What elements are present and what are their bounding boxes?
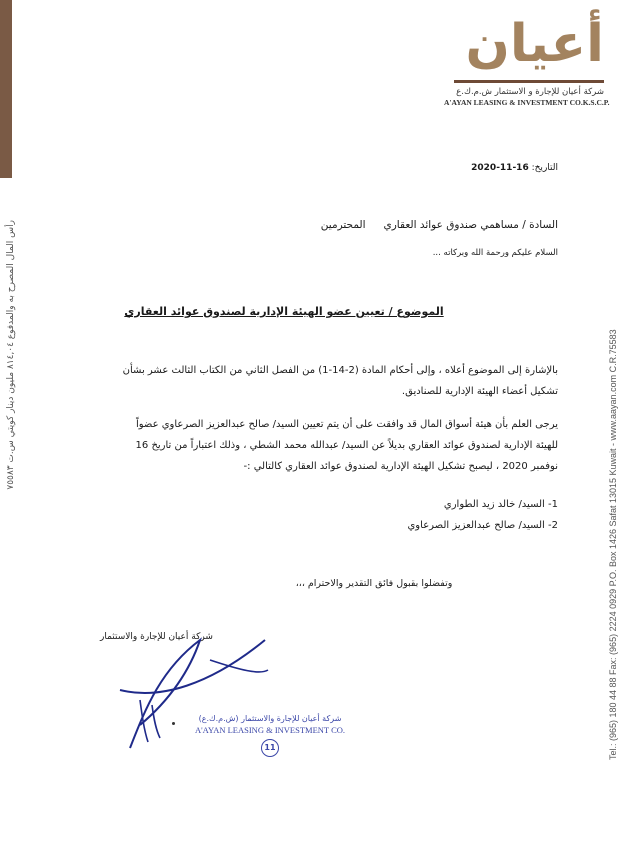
letter-date — [471, 163, 558, 173]
company-name-arabic: شركة أعيان للإجارة و الاستثمار ش.م.ك.ع — [456, 87, 604, 97]
list-item: 1- السيد/ خالد زيد الطواري — [443, 499, 558, 510]
capital-side-text: رأس المال المصرح به والمدفوع ٨١٤,٠٤ مليون دينار كويتي س.ت ٧٥٥٨٣ — [6, 220, 16, 490]
member-list — [407, 494, 558, 536]
list-item: 2- السيد/ صالح عبدالعزيز الصرعاوي — [407, 520, 558, 531]
greeting: السلام عليكم ورحمة الله وبركاته ... — [432, 248, 558, 258]
contact-side-text: Tel.: (965) 180 44 88 Fax: (965) 2224 0929 P.O. Box 1426 Safat 13015 Kuwait - www.aayan.com C.R.75583 — [608, 329, 618, 760]
addressee-line — [321, 219, 558, 231]
addressee: السادة / مساهمي صندوق عوائد العقاري — [383, 219, 558, 231]
stamp-number: 11 — [261, 739, 279, 757]
letterhead-side-band — [0, 0, 12, 178]
closing-line — [0, 578, 628, 589]
stamp-text-arabic: شركة أعيان للإجارة والاستثمار (ش.م.ك.ع) — [198, 714, 342, 723]
company-name-english: A'AYAN LEASING & INVESTMENT CO.K.S.C.P. — [444, 98, 610, 107]
logo-rule — [454, 80, 604, 83]
logo-wordmark: أعيان — [465, 14, 604, 74]
stamp-text-english: A'AYAN LEASING & INVESTMENT CO. — [194, 725, 346, 735]
company-stamp — [190, 714, 350, 757]
date-value: 2020-11-16 — [471, 163, 529, 173]
paragraph-reference: بالإشارة إلى الموضوع أعلاه ، وإلى أحكام المادة (2-14-1) من الفصل الثاني من الكتاب الثالث عشر بشأن تشكيل أعضاء الهيئة الإدارية للصناديق. — [122, 365, 558, 397]
addressee-title: المحترمين — [320, 219, 366, 231]
subject-text: الموضوع / تعيين عضو الهيئة الإدارية لصندوق عوائد العقاري — [124, 305, 444, 318]
closing-text: وتفضلوا بقبول فائق التقدير والاحترام ،،، — [295, 578, 453, 589]
subject-line — [0, 305, 628, 318]
paragraph-appointment: يرجى العلم بأن هيئة أسواق المال قد وافقت على أن يتم تعيين السيد/ صالح عبدالعزيز الصرعاوي عضواً للهيئة الإدارية لصندوق عوائد العقاري بديلاً عن السيد/ عبدالله محمد الشطي ، وذلك اعتباراً من تاريخ 16 نوفمبر 2020 ، ليصبح تشكيل الهيئة الإدارية لصندوق عوائد العقاري كالتالي :- — [135, 419, 558, 472]
date-label: التاريخ: — [531, 163, 558, 173]
signatory-company: شركة أعيان للإجارة والاستثمار — [100, 632, 213, 642]
decorative-dot — [172, 722, 175, 725]
company-logo — [444, 14, 610, 107]
